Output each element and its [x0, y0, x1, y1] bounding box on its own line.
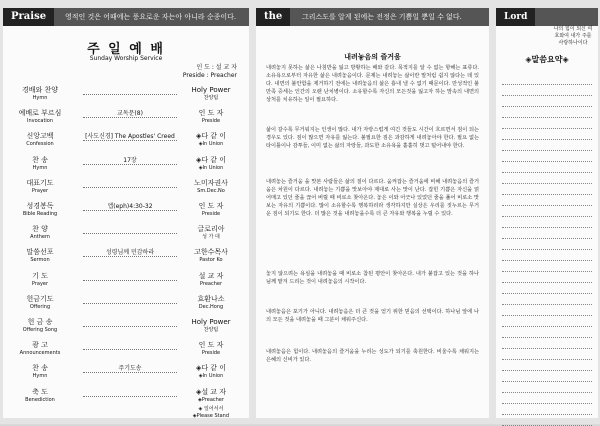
order-row	[11, 364, 241, 382]
order-item-leader	[181, 202, 241, 218]
order-item-content-text: 교독문(8)	[117, 110, 143, 118]
stand-note	[193, 406, 229, 420]
sermon-notes-panel	[496, 8, 598, 418]
leader-en: Preside : Preacher	[182, 72, 237, 79]
order-leader-en: ◈In Union	[198, 164, 224, 171]
order-leader-ko: 인 도 자	[198, 109, 224, 118]
order-row	[11, 109, 241, 127]
order-item-content-text: [사도신경] The Apostles' Creed	[85, 133, 175, 141]
article-paragraph: 내려놓음은 포기가 아니다. 내려놓음은 더 큰 것을 얻기 위한 믿음의 선택이다. 하나님 앞에 나의 모든 것을 내려놓을 때 그분이 채워주신다.	[266, 309, 479, 323]
order-item-leader	[181, 295, 241, 311]
article-paragraph: 내려놓음은 힘이다. 내려놓음의 즐거움을 누리는 성도가 되기를 축원한다. 비울수록 채워지는 은혜의 신비가 있다.	[266, 349, 479, 363]
order-leader-en: Preacher	[199, 280, 223, 287]
order-item-label	[11, 341, 69, 357]
order-leader-ko: 글로리아	[197, 225, 225, 234]
order-row	[11, 318, 241, 336]
order-item-en: Bible Reading	[22, 211, 58, 217]
order-item-ko: 찬 송	[32, 155, 48, 164]
order-leader-ko: 노미자권사	[194, 178, 228, 187]
order-item-content-text	[128, 180, 132, 187]
order-item-ko: 광 고	[32, 341, 48, 350]
order-leader-en: Preside	[201, 350, 221, 357]
notes-title: ◈말씀요약◈	[525, 55, 569, 64]
order-item-label	[11, 364, 69, 380]
order-item-leader	[181, 388, 241, 404]
order-item-en: Anthem	[30, 234, 50, 241]
order-item-en: Hymn	[32, 373, 48, 380]
order-item-en: Benediction	[25, 396, 55, 403]
order-item-ko: 헌 금 송	[27, 318, 53, 326]
order-item-en: Offering	[29, 303, 51, 310]
order-leader-ko: ◈설 교 자	[195, 387, 227, 396]
the-tag: the	[256, 8, 290, 26]
order-item-en: Sermon	[30, 257, 50, 264]
order-item-label	[11, 318, 69, 334]
order-item-label	[11, 86, 69, 102]
order-leader-en: Preside	[201, 118, 221, 125]
order-item-leader	[181, 341, 241, 357]
order-leader-en: ◈In Union	[198, 141, 224, 148]
stand-en: ◈Please Stand	[192, 413, 229, 419]
order-leader-en: Pastor Ko	[199, 257, 223, 264]
stand-ko: ◈ 일어서서	[198, 406, 224, 412]
praise-header	[3, 8, 249, 26]
order-leader-ko: 효환나소	[197, 294, 225, 303]
order-leader-en: Sm.Dec.No	[197, 187, 225, 194]
order-row	[11, 179, 241, 197]
order-item-content-text: 성령님께 민감하라	[105, 249, 155, 257]
order-item-content	[83, 132, 177, 141]
order-leader-en: 찬양팀	[203, 95, 219, 101]
order-item-en: Offering Song	[22, 327, 58, 333]
order-item-content	[83, 318, 177, 327]
order-item-leader	[181, 86, 241, 102]
order-item-content-text: 주기도송	[118, 365, 142, 373]
order-leader-ko: ◈다 같 이	[195, 155, 227, 164]
order-item-label	[11, 202, 69, 218]
order-item-ko: 말씀선포	[26, 248, 54, 257]
order-row	[11, 388, 241, 406]
order-item-leader	[181, 364, 241, 380]
order-item-label	[11, 109, 69, 125]
order-leader-ko: ◈다 같 이	[195, 132, 227, 141]
order-item-en: Confession	[26, 141, 54, 148]
order-item-content	[83, 272, 177, 281]
order-item-en: Invocation	[26, 118, 54, 125]
order-item-content-text	[128, 389, 132, 396]
order-item-content-text	[128, 296, 132, 303]
order-item-en: Prayer	[31, 187, 49, 194]
order-item-ko: 찬 송	[32, 364, 48, 373]
order-leader-en: ◈Preacher	[198, 396, 224, 403]
notes-lines	[502, 74, 592, 426]
order-item-ko: 헌금기도	[26, 294, 54, 303]
praise-tag: Praise	[3, 8, 54, 26]
worship-order-panel	[3, 8, 249, 418]
page-title: 주 일 예 배	[87, 42, 165, 57]
order-item-content	[83, 156, 177, 165]
article-heading: 내려놓음의 즐거움	[344, 53, 401, 61]
order-item-leader	[181, 132, 241, 148]
order-leader-ko: 고한수목사	[194, 248, 228, 257]
order-item-content-text	[128, 342, 132, 349]
order-row	[11, 156, 241, 174]
order-item-content	[83, 364, 177, 373]
order-item-label	[11, 248, 69, 264]
order-leader-ko: Holy Power	[191, 318, 231, 326]
order-leader-ko: ◈다 같 이	[195, 364, 227, 373]
order-leader-ko: 인 도 자	[198, 341, 224, 350]
order-item-ko: 예배로 부르심	[18, 109, 62, 118]
order-item-ko: 성경봉독	[26, 202, 54, 210]
order-item-content-text	[128, 319, 132, 326]
article-paragraph: 놓지 않으려는 욕심을 내려놓을 때 비로소 참된 평안이 찾아온다. 내가 붙잡고 있는 것을 하나님께 맡겨 드리는 것이 내려놓음의 시작이다.	[266, 271, 479, 285]
order-item-ko: 대표기도	[26, 178, 54, 187]
order-item-ko: 경배와 찬양	[21, 86, 59, 94]
order-item-leader	[181, 156, 241, 172]
lord-verse: 나의 힘이 되신 여호와여 내가 주를 사랑하나이다	[553, 26, 593, 46]
article-paragraph: 내려놓는 즐거움 을 맛본 사람들은 삶의 질이 다르다. 움켜잡는 즐거움에 비해 내려놓음의 즐거움은 차원이 다르다. 내려놓는 기쁨을 맛보아야 제대로 사는 맛이 난다. 잡힌 기쁨은 자신을 얽어매고 있던 줄을 끊어 버릴 때 비로소 찾아온다. 놓은 이와 어긋나 있었던 줄을 풀어 비로소 맛보는 자유의 기쁨이다. 많이 소유할수록 행복하리라 생각하지만 실상은 우리를 짓누르는 무거운 짐이 되기도 한다. 더 많은 것을 내려놓을수록 더 큰 자유와 행복을 누릴 수 있다.	[266, 179, 479, 217]
order-item-label	[11, 156, 69, 172]
article-paragraph: 내려놓지 못하는 삶은 나침반을 잃고 방황하는 배와 같다. 목적지를 알 수 없는 항해는 표류다. 소유욕으로부터 자유한 삶은 내려놓음이다. 문제는 내려놓는 삶이란 말처럼 쉽지 않다는 데 있다. 내면의 불안함을 제거하기 전에는 내려놓음의 삶은 흉내 낼 수 없기 때문이다. 만성적인 불만족 증세는 인간의 오랜 난치병이다. 소유할수록 자신의 모든것을 잃고자 하는 맘속의 내면의 상처를 치유하는 일이 필요하다.	[266, 65, 479, 103]
order-row	[11, 272, 241, 290]
leader-ko: 인 도 : 설 교 자	[196, 64, 237, 71]
order-item-leader	[181, 248, 241, 264]
order-item-ko: 기 도	[32, 271, 48, 280]
lord-header	[496, 8, 598, 26]
order-leader-en: Preside	[201, 211, 221, 217]
order-row	[11, 86, 241, 104]
order-leader-en: ◈In Union	[198, 373, 224, 380]
order-item-en: Hymn	[32, 164, 48, 171]
order-item-label	[11, 225, 69, 241]
order-leader-ko: 인 도 자	[198, 202, 224, 210]
order-item-en: Hymn	[32, 95, 48, 101]
order-item-label	[11, 179, 69, 195]
order-item-leader	[181, 318, 241, 334]
order-item-leader	[181, 272, 241, 288]
order-item-en: Announcements	[19, 350, 61, 357]
order-leader-en: 찬양팀	[203, 327, 219, 333]
praise-header-text: 영적인 것은 어때에는 풍요로운 자는아 아니라 순종이다.	[65, 13, 237, 21]
order-item-label	[11, 132, 69, 148]
order-item-content-text: 엡(eph)4:30-32	[107, 203, 153, 210]
order-item-ko: 찬 양	[32, 225, 48, 234]
order-item-label	[11, 295, 69, 311]
order-item-content	[83, 341, 177, 350]
order-item-content	[83, 388, 177, 397]
the-header	[256, 8, 489, 26]
page-subtitle: Sunday Worship Service	[89, 55, 163, 62]
order-item-en: Prayer	[31, 280, 49, 287]
order-leader-ko: Holy Power	[191, 86, 231, 94]
order-item-content-text	[128, 226, 132, 233]
order-item-content	[83, 179, 177, 188]
order-item-leader	[181, 109, 241, 125]
order-item-content	[83, 295, 177, 304]
lord-tag: Lord	[496, 8, 535, 26]
order-row	[11, 132, 241, 150]
article-paragraph: 삶이 갈수록 무거워지는 인생이 많다. 내가 자랑스럽게 여긴 것들도 시간이 흐르면서 짐이 되는 경우도 있다. 짐이 많으면 자유를 잃는다. 불필요한 짐은 과감하게 내려놓아야 한다. 필요 없는 타이틀이나 감투들, 이미 없는 삶의 자랑들, 과도한 소유욕을 훌훌히 벗고 털어내야 한다.	[266, 127, 479, 149]
order-item-content	[83, 109, 177, 118]
sermon-article-panel	[256, 8, 489, 418]
order-leader-ko: 설 교 자	[198, 271, 224, 280]
the-header-text: 그리스도를 알게 된에는 전정은 기쁨일 뿐일 수 없다.	[302, 13, 462, 21]
order-row	[11, 341, 241, 359]
order-item-content	[83, 202, 177, 211]
leader-label	[183, 64, 237, 80]
order-item-leader	[181, 179, 241, 195]
order-item-content	[83, 225, 177, 234]
order-item-content	[83, 248, 177, 257]
order-item-content-text: 17장	[123, 156, 137, 164]
order-row	[11, 295, 241, 313]
order-item-label	[11, 388, 69, 404]
order-item-content	[83, 86, 177, 95]
order-item-ko: 신앙고백	[26, 132, 54, 141]
order-item-leader	[181, 225, 241, 241]
order-leader-en: Dec.Hong	[198, 303, 224, 310]
order-item-ko: 축 도	[32, 387, 48, 396]
order-row	[11, 225, 241, 243]
order-item-label	[11, 272, 69, 288]
order-leader-en: 성 가 대	[202, 234, 220, 241]
order-row	[11, 202, 241, 220]
order-item-content-text	[128, 273, 132, 280]
order-item-content-text	[128, 87, 132, 94]
order-row	[11, 248, 241, 266]
